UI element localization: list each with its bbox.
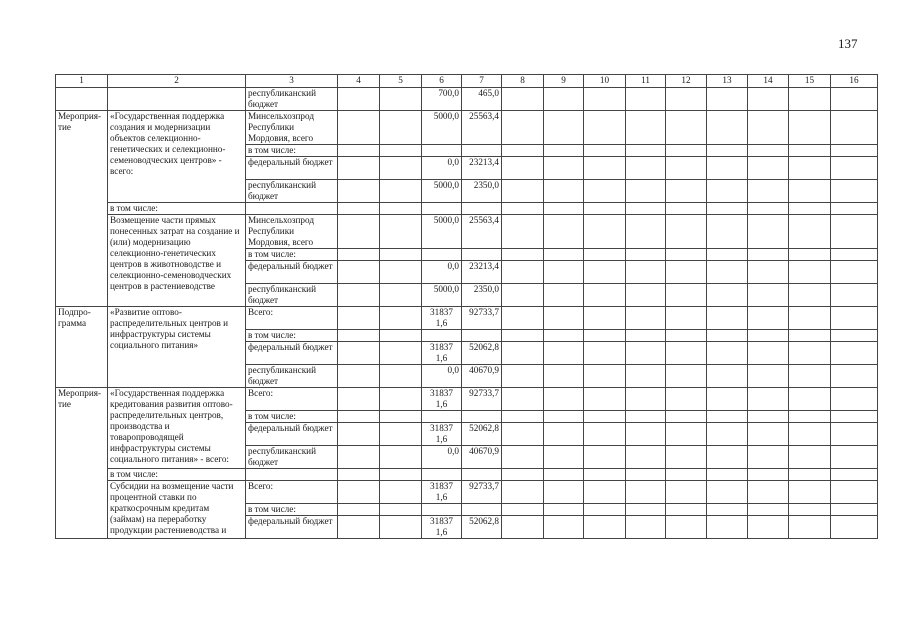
col-header-2: 2 xyxy=(108,75,246,88)
value-col7: 2350,0 xyxy=(462,284,502,307)
col-header-1: 1 xyxy=(56,75,108,88)
col-header-8: 8 xyxy=(502,75,544,88)
source-cell: республиканский бюджет xyxy=(246,284,338,307)
subheading-cell: в том числе: xyxy=(108,469,246,481)
value-col7: 23213,4 xyxy=(462,261,502,284)
col-header-16: 16 xyxy=(831,75,878,88)
source-cell: федеральный бюджет xyxy=(246,261,338,284)
value-col6: 31837 1,6 xyxy=(422,423,462,446)
source-cell: федеральный бюджет xyxy=(246,423,338,446)
col-header-13: 13 xyxy=(707,75,748,88)
value-col6: 5000,0 xyxy=(422,284,462,307)
table-row xyxy=(56,307,878,330)
source-cell: республиканский бюджет xyxy=(246,88,338,111)
value-col7: 52062,8 xyxy=(462,423,502,446)
source-cell: федеральный бюджет xyxy=(246,157,338,180)
entry-name-cell: «Государственная поддержка кредитования развития оптово-распределительных центров, производства и товаропроводящей инфраструктуры системы социального питания» - всего: xyxy=(108,388,246,469)
entry-type-cell: Мероприя-тие xyxy=(56,388,108,539)
value-col7: 40670,9 xyxy=(462,365,502,388)
value-col6: 31837 1,6 xyxy=(422,342,462,365)
source-cell: республиканский бюджет xyxy=(246,180,338,203)
col-header-5: 5 xyxy=(380,75,422,88)
source-cell: в том числе: xyxy=(246,249,338,261)
source-cell: федеральный бюджет xyxy=(246,342,338,365)
source-cell: Минсельхозпрод Республики Мордовия, всего xyxy=(246,215,338,249)
value-col6: 0,0 xyxy=(422,261,462,284)
col-header-11: 11 xyxy=(626,75,666,88)
source-cell: федеральный бюджет xyxy=(246,516,338,539)
source-cell: республиканский бюджет xyxy=(246,446,338,469)
value-col6: 31837 1,6 xyxy=(422,516,462,539)
entry-type-cell: Мероприя-тие xyxy=(56,111,108,307)
value-col6: 700,0 xyxy=(422,88,462,111)
value-col6: 5000,0 xyxy=(422,180,462,203)
source-cell: в том числе: xyxy=(246,411,338,423)
col-header-10: 10 xyxy=(584,75,626,88)
budget-table xyxy=(55,74,878,539)
table-row xyxy=(56,481,878,504)
entry-type-cell: Подпро-грамма xyxy=(56,307,108,388)
table-row xyxy=(56,88,878,111)
value-col7: 92733,7 xyxy=(462,481,502,504)
header-row xyxy=(56,75,878,88)
table-row xyxy=(56,203,878,215)
sub-entry-name-cell: Субсидии на возмещение части процентной ставки по краткосрочным кредитам (займам) на переработку продукции растениеводства и xyxy=(108,481,246,539)
value-col7: 2350,0 xyxy=(462,180,502,203)
table-row xyxy=(56,469,878,481)
value-col6: 5000,0 xyxy=(422,215,462,249)
value-col7: 25563,4 xyxy=(462,215,502,249)
table-row xyxy=(56,111,878,145)
value-col7: 52062,8 xyxy=(462,516,502,539)
value-col6: 0,0 xyxy=(422,157,462,180)
col-header-3: 3 xyxy=(246,75,338,88)
value-col6: 0,0 xyxy=(422,446,462,469)
col-header-15: 15 xyxy=(789,75,831,88)
value-col7: 25563,4 xyxy=(462,111,502,145)
source-cell: в том числе: xyxy=(246,145,338,157)
col-header-7: 7 xyxy=(462,75,502,88)
col-header-6: 6 xyxy=(422,75,462,88)
value-col6: 5000,0 xyxy=(422,111,462,145)
entry-name-cell: «Государственная поддержка создания и модернизации объектов селекционно-генетических и селекционно-семеноводческих центров» - всего: xyxy=(108,111,246,203)
value-col6: 31837 1,6 xyxy=(422,388,462,411)
source-cell: республиканский бюджет xyxy=(246,365,338,388)
source-cell: Минсельхозпрод Республики Мордовия, всего xyxy=(246,111,338,145)
value-col7: 52062,8 xyxy=(462,342,502,365)
table-row xyxy=(56,388,878,411)
sub-entry-name-cell: Возмещение части прямых понесенных затрат на создание и (или) модернизацию селекционно-генетических центров в животноводстве и селекционно-семеноводческих центров в растениеводстве xyxy=(108,215,246,307)
source-cell: Всего: xyxy=(246,388,338,411)
value-col6: 0,0 xyxy=(422,365,462,388)
subheading-cell: в том числе: xyxy=(108,203,246,215)
value-col7: 92733,7 xyxy=(462,307,502,330)
source-cell: в том числе: xyxy=(246,330,338,342)
source-cell: Всего: xyxy=(246,481,338,504)
value-col6: 31837 1,6 xyxy=(422,481,462,504)
value-col7: 465,0 xyxy=(462,88,502,111)
source-cell: Всего: xyxy=(246,307,338,330)
table-row xyxy=(56,215,878,249)
col-header-4: 4 xyxy=(338,75,380,88)
entry-name-cell: «Развитие оптово-распределительных центров и инфраструктуры системы социального питания» xyxy=(108,307,246,388)
value-col7: 92733,7 xyxy=(462,388,502,411)
col-header-12: 12 xyxy=(666,75,707,88)
value-col6: 31837 1,6 xyxy=(422,307,462,330)
col-header-9: 9 xyxy=(544,75,584,88)
page-number: 137 xyxy=(838,36,858,51)
col-header-14: 14 xyxy=(748,75,789,88)
value-col7: 23213,4 xyxy=(462,157,502,180)
source-cell: в том числе: xyxy=(246,504,338,516)
value-col7: 40670,9 xyxy=(462,446,502,469)
